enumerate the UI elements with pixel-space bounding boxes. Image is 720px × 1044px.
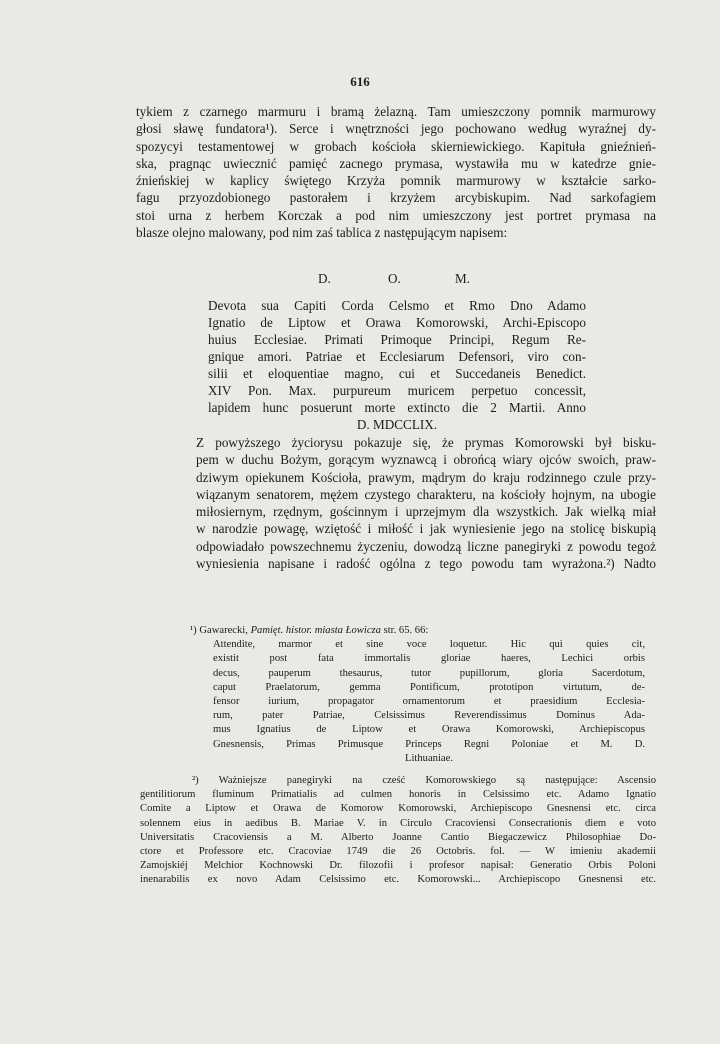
text-line: stoi urna z herbem Korczak a pod nim umieszczony jest portret prymasa na	[136, 207, 656, 223]
footnote-line: ²) Ważniejsze panegiryki na cześć Komorowskiego są następujące: Ascensio	[192, 775, 656, 786]
inscription-line: huius Ecclesiae. Primati Primoque Principi, Regum Re-	[208, 332, 586, 347]
quote-line: caput Praelatorum, gemma Pontificum, prototipon virtutum, de-	[213, 681, 645, 693]
footnote-line: solennem eius in aedibus B. Mariae V. in Circulo Cracoviensi Consecrationis diem e voto	[140, 817, 656, 829]
inscription-line: gnique amori. Patriae et Ecclesiarum Defensori, viro con-	[208, 349, 586, 364]
footnote-title: Pamięt. histor. miasta Łowicza	[250, 625, 381, 636]
footnote-citation	[190, 624, 645, 638]
footnote-1	[190, 624, 645, 766]
inscription-line: lapidem hunc posuerunt morte extincto die 2 Martii. Anno	[208, 400, 586, 415]
latin-inscription	[208, 297, 586, 433]
footnote-line: Universitatis Cracoviensis a M. Alberto Joanne Cantio Biegaczewicz Philosophiae Do-	[140, 831, 656, 843]
text-line: wyniesienia napisane i radość ogólna z tego powodu tam wyrażona.²) Nadto	[196, 556, 656, 572]
footnote-marker: ¹)	[190, 625, 197, 636]
quote-line: Lithuaniae.	[405, 752, 453, 764]
text-line: ska, pragnąc uwiecznić pamięć zacnego prymasa, wystawiła mu w katedrze gnie-	[136, 155, 656, 171]
text-line: w narodzie powagę, wziętość i miłość i jak wyniesienie jego na stolicę biskupią	[196, 521, 656, 537]
inscription-date: D. MDCCLIX.	[356, 417, 438, 432]
footnote-author: Gawarecki,	[199, 625, 248, 636]
footnote-line: ctore et Professore etc. Cracoviae 1749 die 26 Octobris. fol. — W imieniu akademii	[140, 846, 656, 858]
inscription-line: XIV Pon. Max. purpureum muricem perpetuo concessit,	[208, 383, 586, 398]
text-line: pem w duchu Bożym, gorącym wyznawcą i obrońcą wiary ojców swoich, praw-	[196, 452, 656, 468]
text-line: fagu przyozdobionego pastorałem i krzyżem arcybiskupim. Nad sarkofagiem	[136, 190, 656, 206]
quote-line: Attendite, marmor et sine voce loquetur. Hic qui quies cit,	[213, 639, 645, 651]
footnote-2	[140, 774, 656, 888]
text-line: spozycyi testamentowej w grobach kościoła skierniewickiego. Kapituła gnieźnień-	[136, 138, 656, 154]
inscription-line: silii et eloquentiae magno, cui et Succedaneis Benedict.	[208, 366, 586, 381]
text-line: wiązanym senatorem, mężem czystego charakteru, na kościoły hojnym, na ubogie	[196, 486, 656, 502]
page-number: 616	[350, 74, 370, 89]
quote-line: decus, pauperum thesaurus, tutor pupillorum, gloria Sacerdotum,	[213, 667, 645, 679]
paragraph-continuation	[136, 103, 656, 241]
footnote-ref: str. 65. 66:	[383, 625, 429, 636]
quote-line: rum, pater Patriae, Celsissimus Reverendissimus Dominus Ada-	[213, 710, 645, 722]
quote-line: existit post fata immortalis gloriae haeres, Lechici orbis	[213, 653, 645, 665]
heading-letter: M.	[455, 271, 471, 286]
text-line: tykiem z czarnego marmuru i bramą żelazną. Tam umieszczony pomnik marmurowy	[136, 104, 656, 119]
text-line: źnieńskiej w kaplicy świętego Krzyża pomnik marmurowy w kształcie sarko-	[136, 173, 656, 189]
text-line: dziwym opiekunem Kościoła, prawym, mądrym do kraju rodzinnego czule przy-	[196, 469, 656, 485]
heading-letter: O.	[388, 271, 401, 286]
paragraph-summary	[136, 434, 656, 572]
footnote-quote	[190, 638, 645, 766]
text-line: głosi sławę fundatora¹). Serce i wnętrzności jego pochowano według wyraźnej dy-	[136, 121, 656, 137]
footnote-line: inenarabilis ex novo Adam Celsissimo etc. Komorowski... Archiepiscopo Gnesnensi etc.	[140, 874, 656, 886]
text-line: odpowiadało powszechnemu życzeniu, dowodzą liczne panegiryki z powodu tegoż	[196, 538, 656, 554]
footnote-line: Zamojskiéj Melchior Kochnowski Dr. filozofii i profesor napisał: Generatio Orbis Poloni	[140, 860, 656, 872]
heading-letter: D.	[318, 271, 331, 286]
quote-line: mus Ignatius de Liptow et Orawa Komorowski, Archiepiscopus	[213, 724, 645, 736]
inscription-heading	[0, 271, 720, 291]
text-line: miłosiernym, rzędnym, gościnnym i uprzejmym dla wszystkich. Jak wielką miał	[196, 504, 656, 520]
inscription-line: Devota sua Capiti Corda Celsmo et Rmo Dno Adamo	[208, 298, 586, 313]
text-line: blasze olejno malowany, pod nim zaś tablica z następującym napisem:	[136, 225, 508, 241]
text-line: Z powyższego życiorysu pokazuje się, że prymas Komorowski był bisku-	[196, 435, 656, 450]
footnote-line: Comite a Liptow et Orawa de Komorow Komorowski, Archiepiscopo Gnesnensi etc. circa	[140, 803, 656, 815]
inscription-line: Ignatio de Liptow et Orawa Komorowski, Archi-Episcopo	[208, 315, 586, 330]
quote-line: Gnesnensis, Primas Primusque Princeps Regni Poloniae et M. D.	[213, 738, 645, 750]
quote-line: fensor iurium, propagator ornamentorum et praesidium Ecclesia-	[213, 696, 645, 708]
footnote-line: gentilitiorum fluminum Primatialis ad culmen honoris in Celsissimo etc. Adamo Ignatio	[140, 789, 656, 801]
